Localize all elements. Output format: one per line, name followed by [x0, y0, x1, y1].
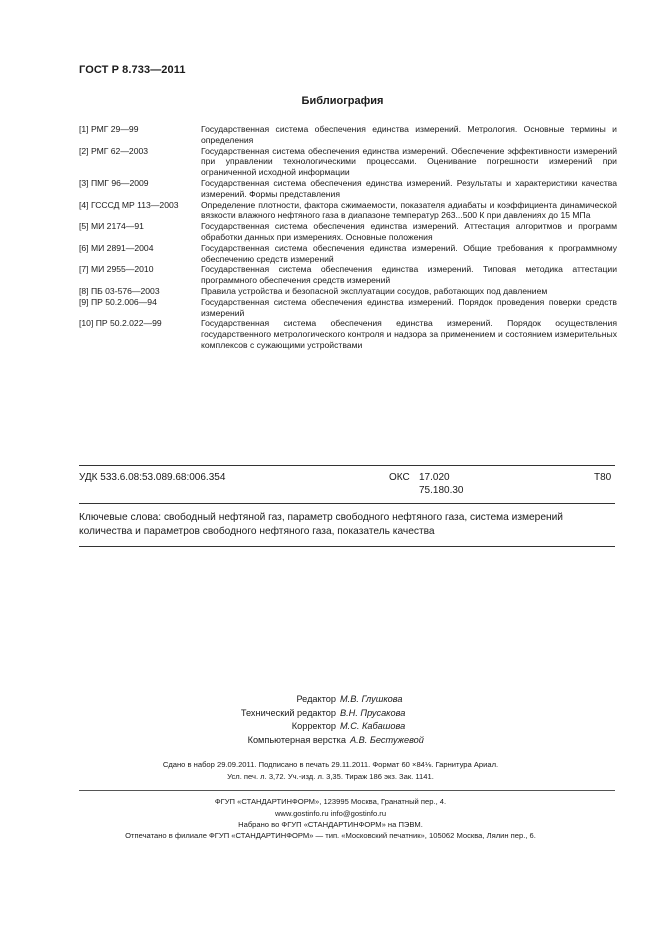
- bibliography-entry: [79, 286, 617, 297]
- document-code: ГОСТ Р 8.733—2011: [79, 64, 186, 76]
- bibliography-text: Государственная система обеспечения единства измерений. Типовая методика аттестации программного обеспечения средств измерений: [201, 264, 617, 286]
- divider-top: [79, 465, 615, 466]
- credit-role: Технический редактор: [240, 707, 336, 718]
- bibliography-entry: [79, 124, 617, 146]
- divider-middle: [79, 503, 615, 504]
- credits-block: [200, 693, 452, 747]
- bibliography-ref: [5] МИ 2174—91: [79, 221, 144, 232]
- credit-name: В.Н. Прусакова: [340, 707, 406, 718]
- bibliography-entry: [79, 297, 617, 319]
- bibliography-text: Государственная система обеспечения единства измерений. Обеспечение эффективности измерений при управлении технологическими процессами. Оценивание погрешности измерений при ограниченной исходной информации: [201, 145, 617, 178]
- bibliography-ref: [2] РМГ 62—2003: [79, 145, 149, 156]
- bibliography-entry: [79, 318, 617, 350]
- credit-name: А.В. Бестужевой: [350, 734, 424, 745]
- bibliography-entry: [79, 264, 617, 286]
- publisher-contacts: www.gostinfo.ru info@gostinfo.ru: [274, 809, 387, 818]
- credit-role: Редактор: [296, 694, 336, 704]
- printed-note: Отпечатано в филиале ФГУП «СТАНДАРТИНФОРМ» — тип. «Московский печатник», 105062 Москва, Лялин пер., 6.: [125, 831, 536, 840]
- publication-line-2: Усл. печ. л. 3,72. Уч.-изд. л. 3,35. Тираж 186 экз. Зак. 1141.: [227, 772, 434, 781]
- credit-name: М.В. Глушкова: [340, 694, 403, 704]
- bibliography-text: Правила устройства и безопасной эксплуатации сосудов, работающих под давлением: [201, 285, 548, 296]
- bibliography-entry: [79, 146, 617, 178]
- bibliography-text: Государственная система обеспечения единства измерений. Результаты и характеристики качества измерений. Формы представления: [201, 177, 617, 199]
- bibliography-entry: [79, 178, 617, 200]
- bibliography-text: Государственная система обеспечения единства измерений. Порядок проведения поверки средств измерений: [201, 296, 617, 318]
- bibliography-entry: [79, 200, 617, 222]
- bibliography-ref: [4] ГСССД МР 113—2003: [79, 199, 179, 210]
- bibliography-text: Государственная система обеспечения единства измерений. Общие требования к программному обеспечению средств измерений: [201, 242, 617, 264]
- bibliography-entry: [79, 243, 617, 265]
- bibliography-title-text: Библиография: [301, 95, 384, 107]
- publication-divider: [79, 790, 615, 791]
- keywords: Ключевые слова: свободный нефтяной газ, параметр свободного нефтяного газа, система измерений количества и параметров свободного нефтяного газа, показатель качества: [79, 512, 563, 537]
- credit-line: [200, 720, 452, 734]
- bibliography-title: [0, 95, 661, 107]
- publication-line-1: Сдано в набор 29.09.2011. Подписано в печать 29.11.2011. Формат 60 ×84⅛. Гарнитура Ариал.: [162, 760, 499, 769]
- divider-bottom: [79, 546, 615, 547]
- oks-label: ОКС: [389, 472, 410, 483]
- bibliography-ref: [1] РМГ 29—99: [79, 124, 139, 134]
- udk-code: УДК 533.6.08:53.089.68:006.354: [79, 472, 226, 483]
- bibliography-ref: [7] МИ 2955—2010: [79, 264, 154, 275]
- bibliography-text: Определение плотности, фактора сжимаемости, показателя адиабаты и коэффициента динамической вязкости влажного нефтяного газа в диапазоне температур 263...500 К при давлениях до 15 МПа: [201, 199, 617, 221]
- credit-line: [200, 693, 452, 707]
- oks-code: 75.180.30: [419, 485, 464, 496]
- credit-line: [200, 734, 452, 748]
- bibliography-text: Государственная система обеспечения единства измерений. Метрология. Основные термины и определения: [201, 124, 617, 145]
- publisher-address: ФГУП «СТАНДАРТИНФОРМ», 123995 Москва, Гранатный пер., 4.: [214, 797, 447, 806]
- bibliography-entry: [79, 221, 617, 243]
- bibliography-ref: [10] ПР 50.2.022—99: [79, 318, 162, 329]
- credit-role: Корректор: [291, 721, 336, 732]
- bibliography-text: Государственная система обеспечения единства измерений. Аттестация алгоритмов и программ обработки данных при измерениях. Основные положения: [201, 221, 617, 242]
- bibliography-list: [79, 124, 617, 351]
- bibliography-ref: [8] ПБ 03-576—2003: [79, 285, 160, 296]
- bibliography-text: Государственная система обеспечения единства измерений. Порядок осуществления государственного метрологического контроля и надзора за применением и состоянием измерительных комплексов с сужающими устройствами: [201, 318, 617, 350]
- bibliography-ref: [6] МИ 2891—2004: [79, 242, 154, 253]
- credit-name: М.С. Кабашова: [340, 721, 406, 732]
- credit-line: [200, 707, 452, 721]
- t-code: Т80: [594, 472, 612, 483]
- credit-role: Компьютерная верстка: [247, 734, 346, 745]
- bibliography-ref: [9] ПР 50.2.006—94: [79, 296, 157, 307]
- bibliography-ref: [3] ПМГ 96—2009: [79, 177, 149, 188]
- oks-code: 17.020: [419, 472, 450, 483]
- typeset-note: Набрано во ФГУП «СТАНДАРТИНФОРМ» на ПЭВМ.: [238, 820, 423, 829]
